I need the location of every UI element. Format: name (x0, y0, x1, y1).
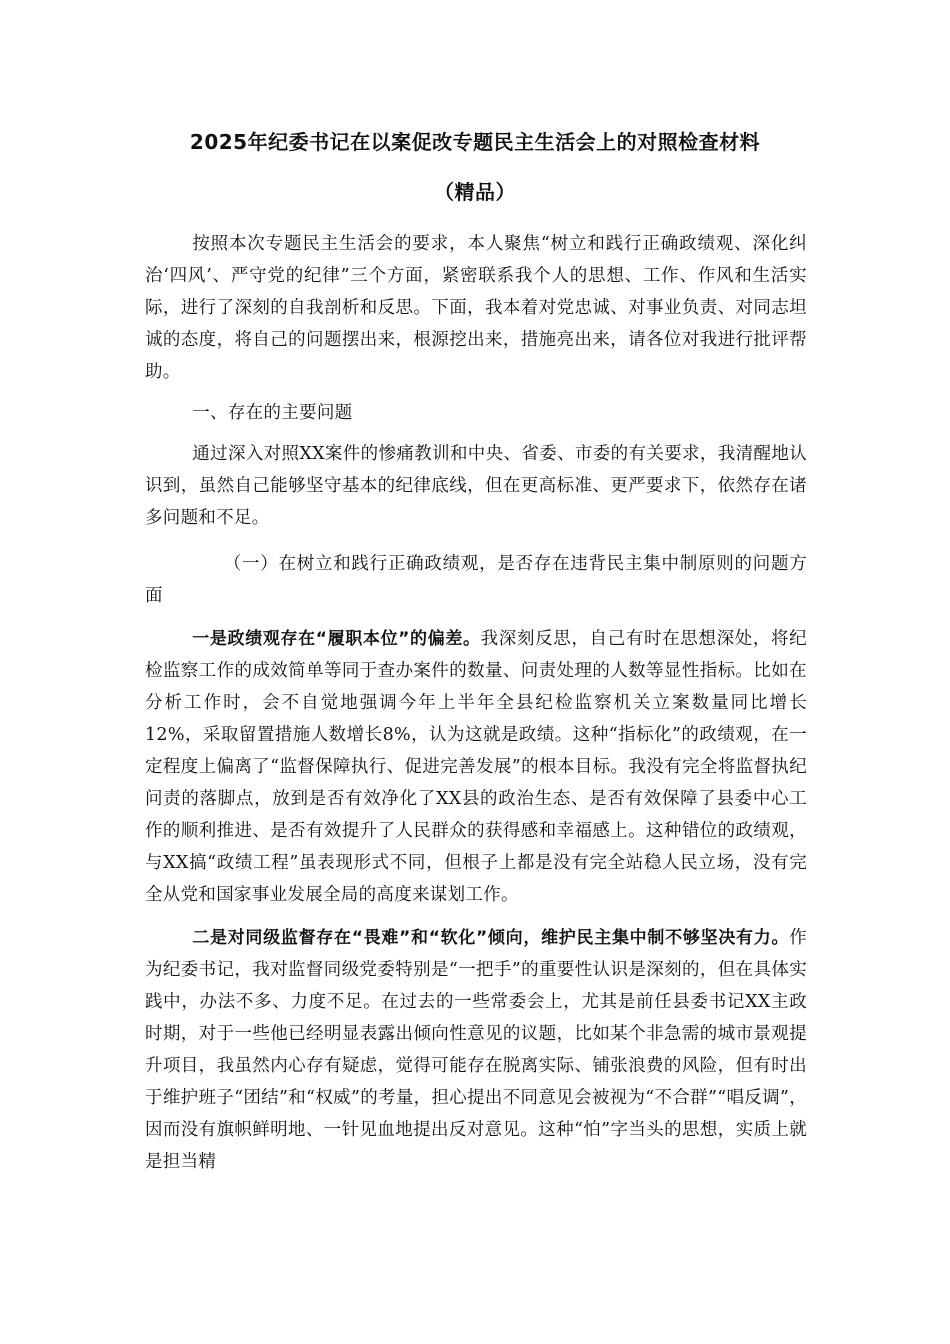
document-title: 2025年纪委书记在以案促改专题民主生活会上的对照检查材料 (189, 130, 761, 154)
intro-paragraph: 按照本次专题民主生活会的要求，本人聚焦“树立和践行正确政绩观、深化纠治‘四风’、严守党的纪律”三个方面，紧密联系我个人的思想、工作、作风和生活实际，进行了深刻的自我剖析和反思。下面，我本着对党忠诚、对事业负责、对同志坦诚的态度，将自己的问题摆出来，根源挖出来，措施亮出来，请各位对我进行批评帮助。 (145, 234, 807, 382)
point-two-body: 作为纪委书记，我对监督同级党委特别是“一把手”的重要性认识是深刻的，但在具体实践中，办法不多、力度不足。在过去的一些常委会上，尤其是前任县委书记XX主政时期，对于一些他已经明显表露出倾向性意见的议题，比如某个非急需的城市景观提升项目，我虽然内心存有疑虑，觉得可能存在脱离实际、铺张浪费的风险，但有时出于维护班子“团结”和“权威”的考量，担心提出不同意见会被视为“不合群”“唱反调”，因而没有旗帜鲜明地、一针见血地提出反对意见。这种“怕”字当头的思想，实质上就是担当精 (145, 928, 807, 1172)
section-heading: 一、存在的主要问题 (192, 403, 353, 423)
document-body (145, 228, 807, 1178)
point-two-paragraph (145, 922, 807, 1178)
section-intro-paragraph: 通过深入对照XX案件的惨痛教训和中央、省委、市委的有关要求，我清醒地认识到，虽然自己能够坚守基本的纪律底线，但在更高标准、更严要求下，依然存在诸多问题和不足。 (145, 444, 807, 528)
point-one-body: 我深刻反思，自己有时在思想深处，将纪检监察工作的成效简单等同于查办案件的数量、问责处理的人数等显性指标。比如在分析工作时，会不自觉地强调今年上半年全县纪检监察机关立案数量同比增长12%，采取留置措施人数增长8%，认为这就是政绩。这种“指标化”的政绩观，在一定程度上偏离了“监督保障执行、促进完善发展”的根本目标。我没有完全将监督执纪问责的落脚点，放到是否有效净化了XX县的政治生态、是否有效保障了县委中心工作的顺利推进、是否有效提升了人民群众的获得感和幸福感上。这种错位的政绩观，与XX搞“政绩工程”虽表现形式不同，但根子上都是没有完全站稳人民立场，没有完全从党和国家事业发展全局的高度来谋划工作。 (145, 629, 807, 905)
subsection-heading: （一）在树立和践行正确政绩观，是否存在违背民主集中制原则的问题方面 (145, 554, 807, 606)
point-one-lead: 一是政绩观存在“履职本位”的偏差。 (192, 629, 481, 649)
point-one-paragraph (145, 623, 807, 911)
document-subtitle: （精品） (434, 180, 516, 204)
point-two-lead: 二是对同级监督存在“畏难”和“软化”倾向，维护民主集中制不够坚决有力。 (192, 928, 790, 948)
